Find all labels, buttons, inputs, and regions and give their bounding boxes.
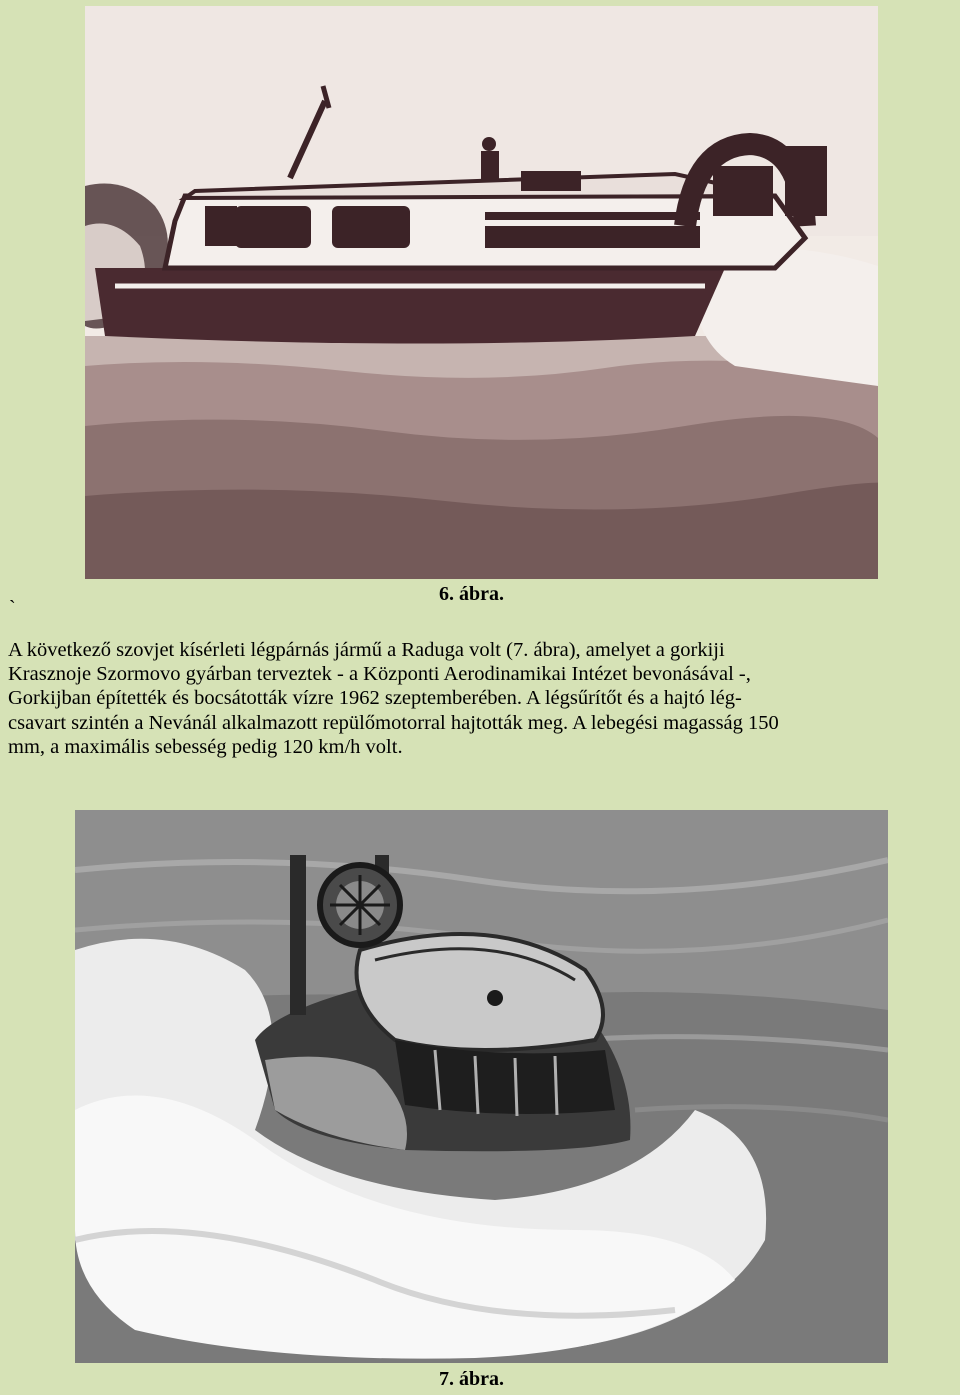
paragraph-line: mm, a maximális sebesség pedig 120 km/h volt. (8, 735, 403, 758)
stray-mark: ` (9, 597, 16, 619)
paragraph-line: A következő szovjet kísérleti légpárnás jármű a Raduga volt (7. ábra), amelyet a gorkiji (8, 639, 725, 661)
figure-7-caption: 7. ábra. (439, 1368, 504, 1390)
hovercraft-photo-side-view (85, 6, 878, 579)
paragraph-line: Krasznoje Szormovo gyárban terveztek - a Központi Aerodinamikai Intézet bevonásával -, (8, 663, 751, 686)
hovercraft-photo-front-view (75, 810, 888, 1363)
paragraph-line: csavart szintén a Nevánál alkalmazott repülőmotorral hajtották meg. A lebegési magasság 150 (8, 711, 779, 734)
figure-6-caption: 6. ábra. (439, 583, 504, 605)
body-paragraph (8, 638, 956, 759)
paragraph-line: Gorkijban építették és bocsátották vízre 1962 szeptemberében. A légsűrítőt és a hajtó lég- (8, 687, 742, 710)
